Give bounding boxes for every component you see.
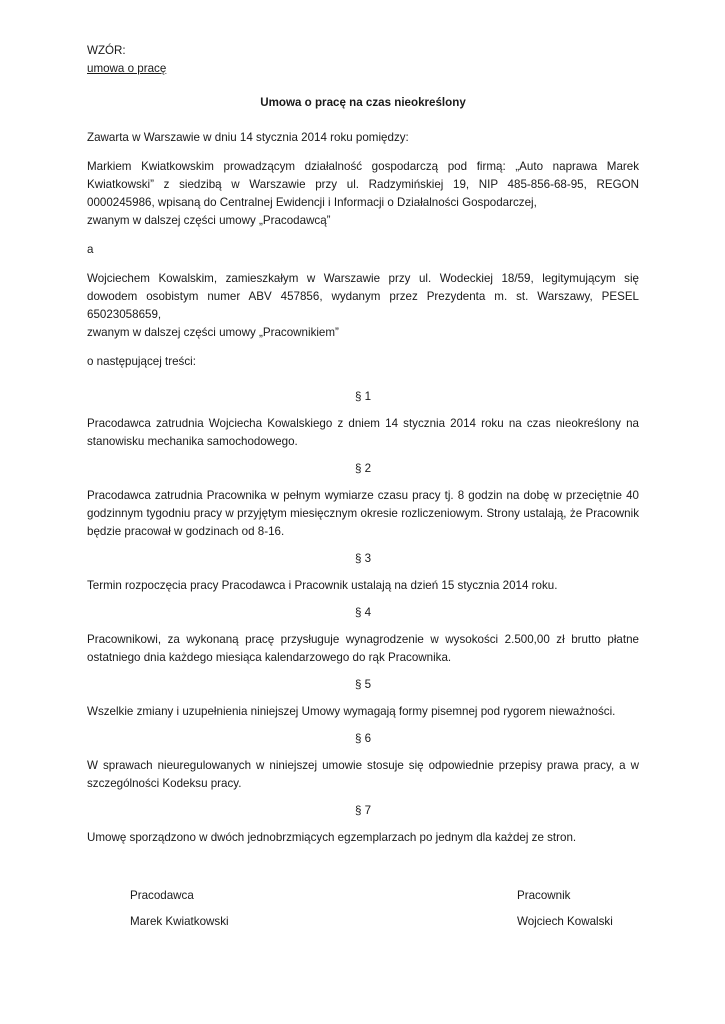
employer-paragraph: Markiem Kwiatkowskim prowadzącym działalność gospodarczą pod firmą: „Auto naprawa Marek Kwiatkowski” z siedzibą w Warszawie przy ul. Radzymińskiej 19, NIP 485-856-68-95, REGON 0000245986, wpisaną do Centralnej Ewidencji i Informacji o Działalności Gospodarczej, (87, 160, 639, 209)
employer-role: zwanym w dalszej części umowy „Pracodawcą” (87, 214, 331, 227)
section-number: § 7 (354, 804, 372, 817)
section-number: § 1 (354, 390, 372, 403)
signature-name: Wojciech Kowalski (517, 915, 613, 928)
signature-role: Pracownik (517, 889, 571, 902)
signature-employee (517, 887, 613, 931)
document-title: Umowa o pracę na czas nieokreślony (260, 96, 466, 109)
section-number: § 3 (354, 552, 372, 565)
signature-role: Pracodawca (130, 889, 194, 902)
section-text: Termin rozpoczęcia pracy Pracodawca i Pracownik ustalają na dzień 15 stycznia 2014 roku. (87, 579, 558, 592)
section-text: W sprawach nieuregulowanych w niniejszej umowie stosuje się odpowiednie przepisy prawa pracy, a w szczególności Kodeksu pracy. (87, 759, 639, 790)
section-text: Pracodawca zatrudnia Wojciecha Kowalskiego z dniem 14 stycznia 2014 roku na czas nieokreślony na stanowisku mechanika samochodowego. (87, 417, 639, 448)
signature-name: Marek Kwiatkowski (130, 915, 229, 928)
section-text: Pracownikowi, za wykonaną pracę przysługuje wynagrodzenie w wysokości 2.500,00 zł brutto płatne ostatniego dnia każdego miesiąca kalendarzowego do rąk Pracownika. (87, 633, 639, 664)
employee-role: zwanym w dalszej części umowy „Pracownikiem” (87, 326, 339, 339)
following-text: o następującej treści: (87, 355, 196, 368)
employee-paragraph: Wojciechem Kowalskim, zamieszkałym w Warszawie przy ul. Wodeckiej 18/59, legitymującym się dowodem osobistym numer ABV 457856, wydanym przez Prezydenta m. st. Warszawy, PESEL 65023058659, (87, 272, 639, 321)
section-number: § 6 (354, 732, 372, 745)
intro-paragraph: Zawarta w Warszawie w dniu 14 stycznia 2014 roku pomiędzy: (87, 131, 409, 144)
section-text: Umowę sporządzono w dwóch jednobrzmiących egzemplarzach po jednym dla każdej ze stron. (87, 831, 577, 844)
header-label: WZÓR: (87, 44, 126, 57)
signature-employer (130, 887, 229, 931)
section-text: Wszelkie zmiany i uzupełnienia niniejszej Umowy wymagają formy pisemnej pod rygorem nieważności. (87, 705, 616, 718)
section-text: Pracodawca zatrudnia Pracownika w pełnym wymiarze czasu pracy tj. 8 godzin na dobę w przeciętnie 40 godzinnym tygodniu pracy w przyjętym miesięcznym okresie rozliczeniowym. Strony ustalają, że Pracownik będzie pracował w godzinach od 8-16. (87, 489, 639, 538)
section-number: § 5 (354, 678, 372, 691)
conjunction: a (87, 243, 94, 256)
section-number: § 2 (354, 462, 372, 475)
document-body (87, 42, 639, 847)
header-subtitle: umowa o pracę (87, 62, 167, 75)
section-number: § 4 (354, 606, 372, 619)
